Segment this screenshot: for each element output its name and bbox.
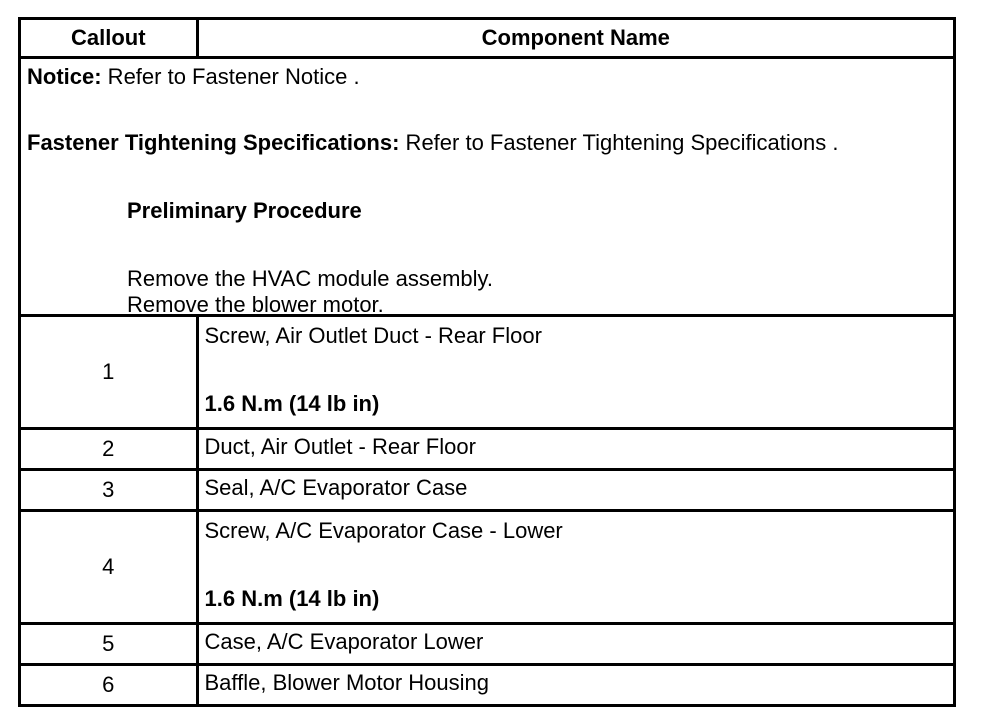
intro-cell — [21, 58, 953, 316]
callout-cell: 4 — [21, 511, 197, 624]
component-name: Baffle, Blower Motor Housing — [197, 665, 953, 705]
table-row — [21, 316, 953, 429]
spec-text: Refer to Fastener Tightening Specifications . — [399, 130, 839, 155]
torque-spec: 1.6 N.m (14 lb in) — [204, 391, 380, 416]
procedure-step: Remove the HVAC module assembly. — [127, 266, 493, 291]
component-cell — [197, 316, 953, 429]
component-name: Screw, A/C Evaporator Case - Lower — [204, 518, 563, 543]
component-name-header: Component Name — [197, 20, 953, 58]
header-row — [21, 20, 953, 58]
callout-cell: 3 — [21, 470, 197, 511]
component-name: Seal, A/C Evaporator Case — [197, 470, 953, 511]
callout-header: Callout — [21, 20, 197, 58]
component-cell — [197, 511, 953, 624]
component-name: Duct, Air Outlet - Rear Floor — [197, 429, 953, 470]
intro-block — [21, 59, 953, 317]
table-row — [21, 429, 953, 470]
spec-line — [27, 130, 947, 156]
procedure-title: Preliminary Procedure — [127, 198, 362, 223]
component-table — [21, 20, 953, 704]
table-row — [21, 624, 953, 665]
callout-cell: 5 — [21, 624, 197, 665]
table-row — [21, 665, 953, 705]
component-name: Case, A/C Evaporator Lower — [197, 624, 953, 665]
procedure-step: Remove the blower motor. — [127, 292, 384, 317]
notice-text: Refer to Fastener Notice . — [101, 64, 360, 89]
component-name: Screw, Air Outlet Duct - Rear Floor — [204, 323, 542, 348]
intro-row — [21, 58, 953, 316]
callout-cell: 1 — [21, 316, 197, 429]
torque-spec: 1.6 N.m (14 lb in) — [204, 586, 380, 611]
table-row — [21, 511, 953, 624]
notice-label: Notice: — [27, 64, 102, 89]
spec-label: Fastener Tightening Specifications: — [27, 130, 400, 155]
component-table-frame — [18, 17, 956, 707]
callout-cell: 2 — [21, 429, 197, 470]
callout-cell: 6 — [21, 665, 197, 705]
notice-line — [27, 64, 947, 90]
table-row — [21, 470, 953, 511]
